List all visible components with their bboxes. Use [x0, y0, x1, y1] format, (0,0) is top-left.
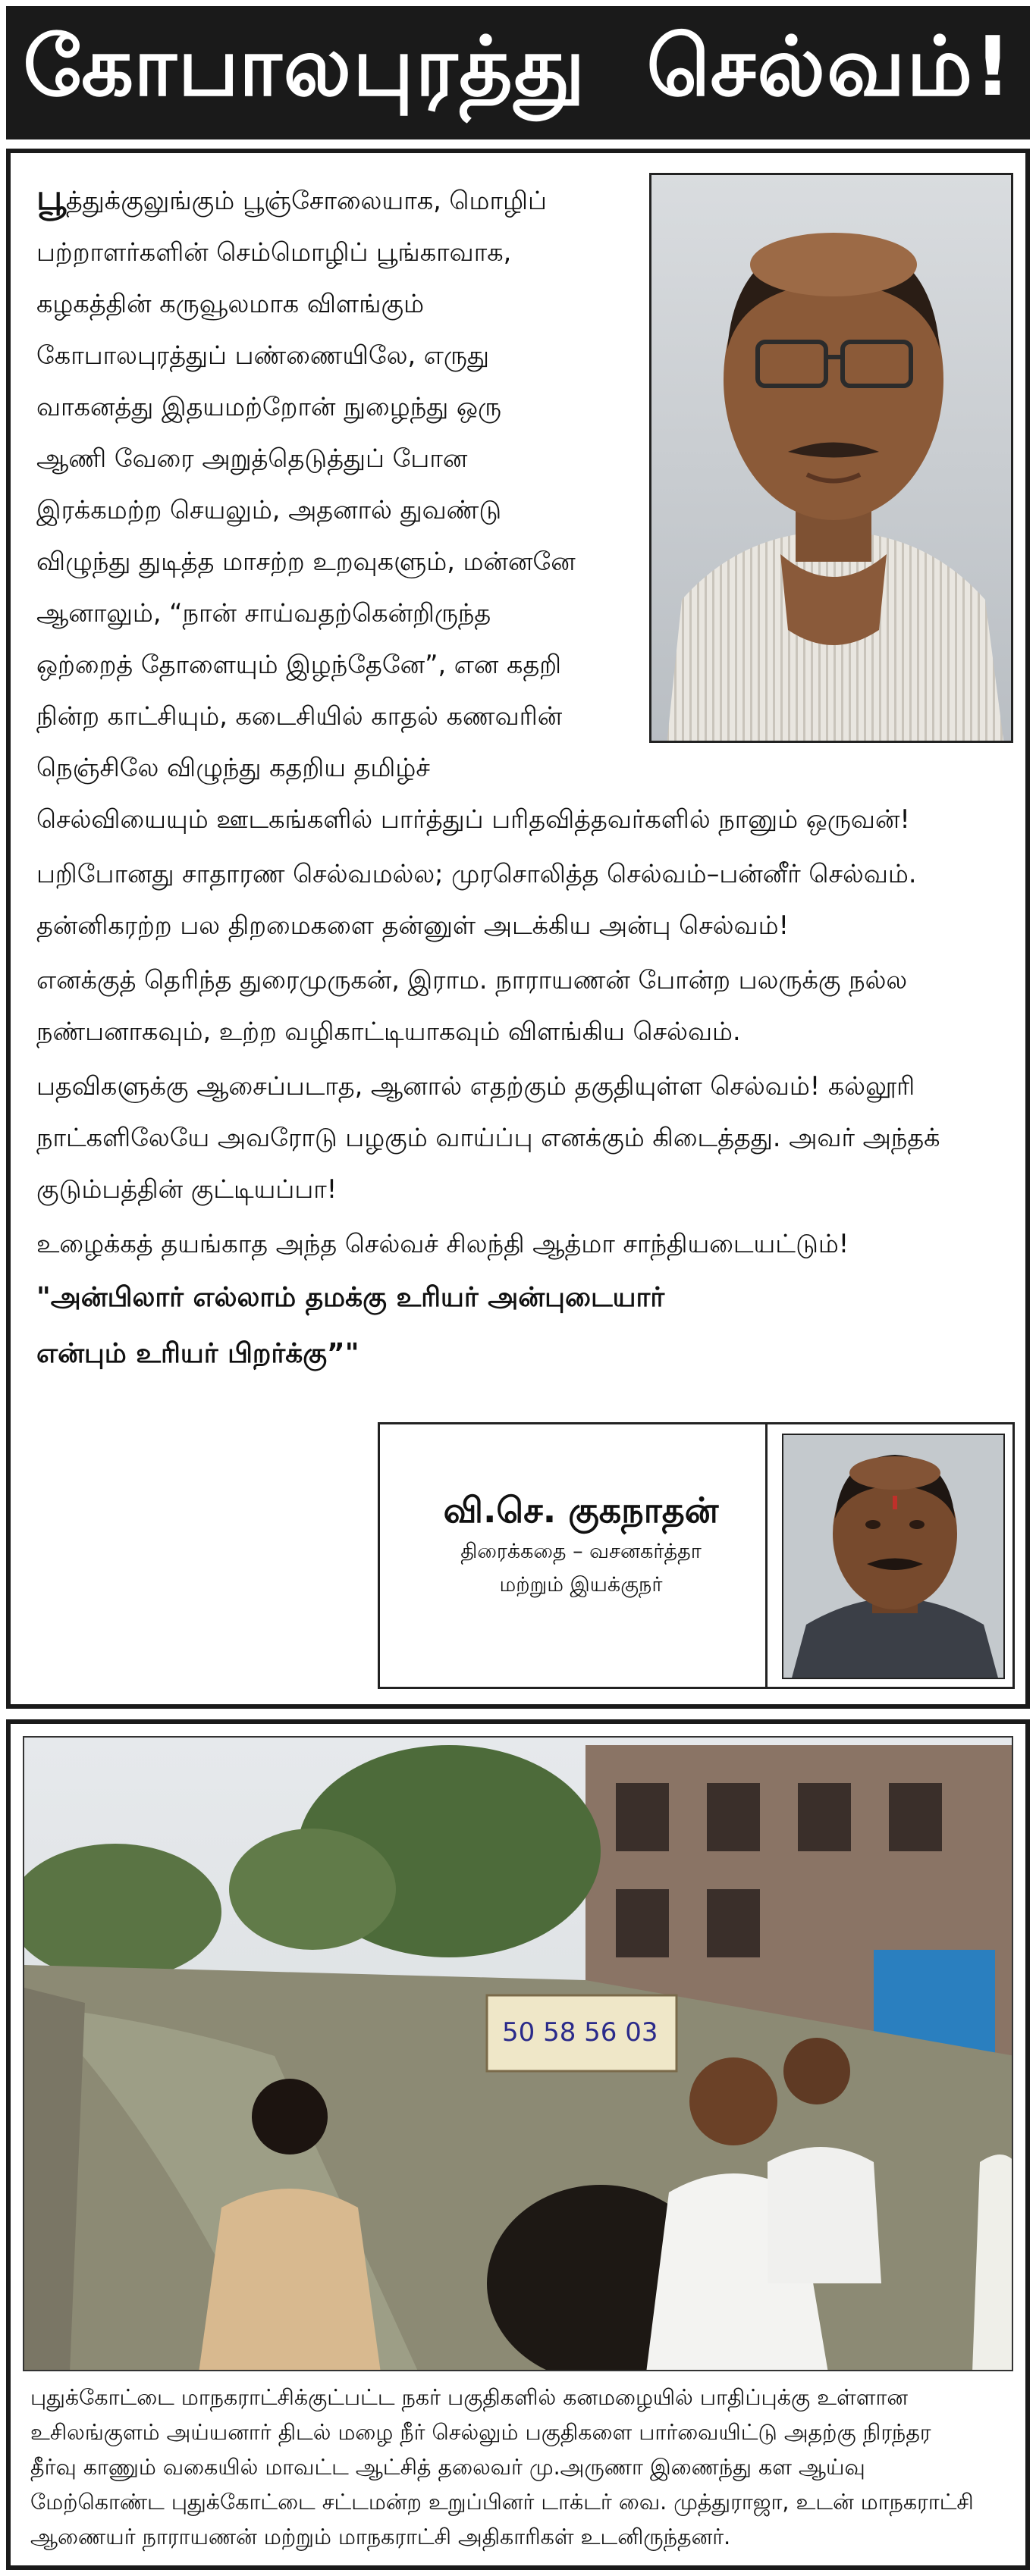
thirukkural-quote: "அன்பிலார் எல்லாம் தமக்கு உரியர் அன்புடையார் என்பும் உரியர் பிறர்க்கு”": [36, 1282, 665, 1369]
sign-board-text: 50 58 56 03: [502, 2017, 658, 2048]
photo-caption: புதுக்கோட்டை மாநகராட்சிக்குட்பட்ட நகர் பகுதிகளில் கனமழையில் பாதிப்புக்கு உள்ளான உசிலங்குளம் அய்யனார் திடல் மழை நீர் செல்லும் பகுதிகளை பார்வையிட்டு அதற்கு நிரந்தர தீர்வு காணும் வகையில் மாவட்ட ஆட்சித் தலைவர் மு.அருணா இணைந்து கள ஆய்வு மேற்கொண்ட புதுக்கோட்டை சட்டமன்ற உறுப்பினர் டாக்டர் வை. முத்துராஜா, உடன் மாநகராட்சி ஆணையர் நாராயணன் மற்றும் மாநகராட்சி அதிகாரிகள் உடனிருந்தனர்.: [30, 2385, 974, 2549]
paragraph-intro-end: செல்வியையும் ஊடகங்களில் பார்த்துப் பரிதவித்தவர்களில் நானும் ஒருவன்!: [36, 804, 910, 834]
news-item: [6, 1719, 1030, 2570]
signature-divider: [765, 1424, 768, 1687]
author-signature-box: [378, 1422, 1015, 1689]
paragraph-5: உழைக்கத் தயங்காத அந்த செல்வச் சிலந்தி ஆத்மா சாந்தியடையட்டும்!: [36, 1229, 849, 1258]
paragraph-intro: பூத்துக்குலுங்கும் பூஞ்சோலையாக, மொழிப் பற்றாளர்களின் செம்மொழிப் பூங்காவாக, கழகத்தின் கருவூலமாக விளங்கும் கோபாலபுரத்துப் பண்ணையிலே, எருது வாகனத்து இதயமற்றோன் நுழைந்து ஒரு ஆணி வேரை அறுத்தெடுத்துப் போன இரக்கமற்ற செயலும், அதனால் துவண்டு விழுந்து துடித்த மாசற்ற உறவுகளும், மன்னனே ஆனாலும், “நான் சாய்வதற்கென்றிருந்த ஒற்றைத் தோளையும் இழந்தேனே”, என கதறி நின்ற காட்சியும், கடைசியில் காதல் கணவரின் நெஞ்சிலே விழுந்து கதறிய தமிழ்ச்: [36, 177, 576, 782]
tribute-article: [6, 149, 1030, 1709]
news-photo: [23, 1736, 1013, 2371]
author-role-2: மற்றும் இயக்குநர்: [499, 1573, 663, 1597]
paragraph-4: பதவிகளுக்கு ஆசைப்படாத, ஆனால் எதற்கும் தகுதியுள்ள செல்வம்! கல்லூரி நாட்களிலேயே அவரோடு பழகும் வாய்ப்பு எனக்கும் கிடைத்தது. அவர் அந்தக் குடும்பத்தின் குட்டியப்பா!: [36, 1071, 940, 1204]
drop-cap: பூ: [36, 177, 66, 218]
field-inspection-photo: [24, 1738, 1013, 2371]
author-role: திரைக்கதை – வசனகர்த்தா: [460, 1540, 702, 1563]
paragraph-2: பறிபோனது சாதாரண செல்வமல்ல; முரசொலித்த செல்வம்–பன்னீர் செல்வம். தன்னிகரற்ற பல திறமைகளை தன்னுள் அடக்கிய அன்பு செல்வம்!: [36, 859, 917, 940]
headline: கோபாலபுரத்து செல்வம்!: [23, 20, 1013, 114]
paragraph-3: எனக்குத் தெரிந்த துரைமுருகன், இராம. நாராயணன் போன்ற பலருக்கு நல்ல நண்பனாகவும், உற்ற வழிகாட்டியாகவும் விளங்கிய செல்வம்.: [36, 965, 908, 1046]
masthead-banner: [6, 6, 1030, 139]
author-photo: [782, 1434, 1005, 1679]
author-illustration: [783, 1435, 1005, 1679]
author-name: வி.செ. குகநாதன்: [443, 1490, 719, 1531]
article-body: [36, 171, 1007, 1382]
author-credit: [403, 1485, 759, 1602]
